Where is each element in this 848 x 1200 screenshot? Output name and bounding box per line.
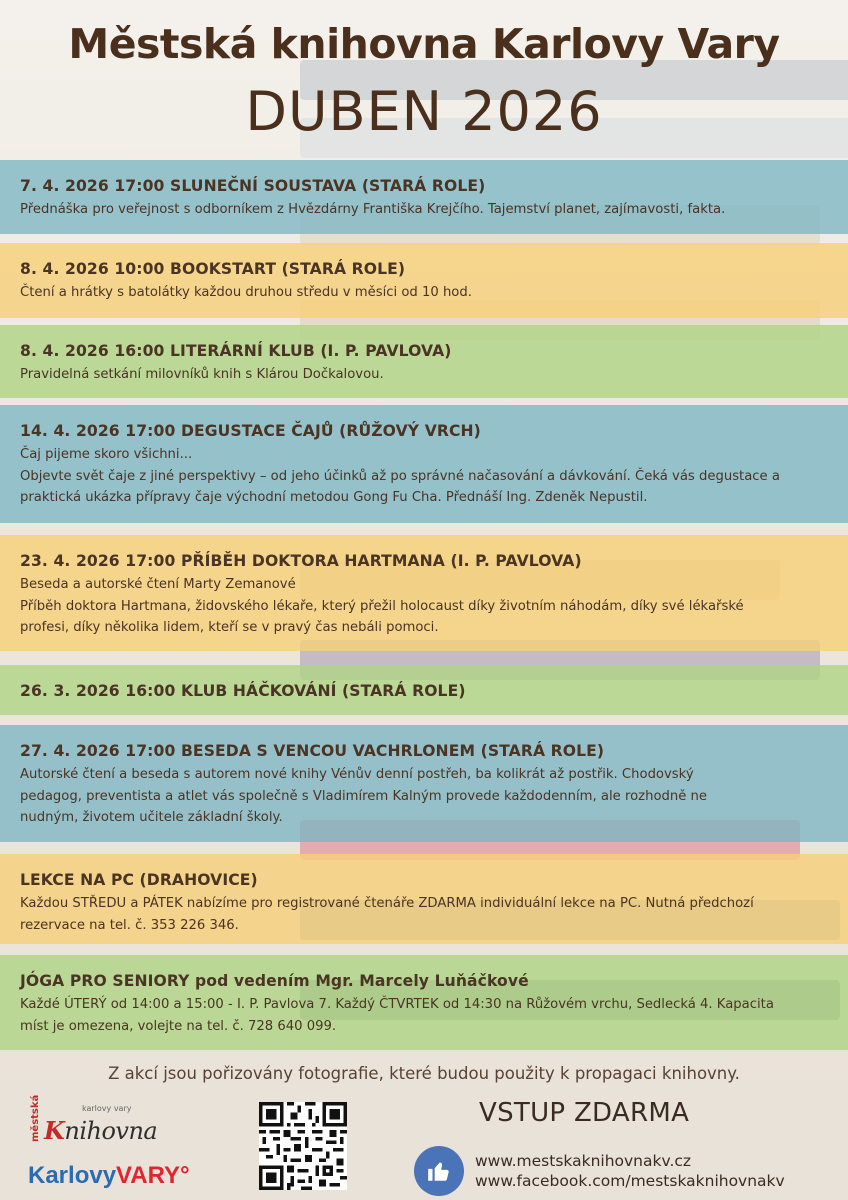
contact-links (475, 1151, 785, 1191)
event-text: pedagog, preventista a atlet vás společně s Vladimírem Kalným provede každodenním, ale rozhodně ne (20, 788, 708, 804)
event-text: Každou STŘEDU a PÁTEK nabízíme pro registrované čtenáře ZDARMA individuální lekce na PC. Nutná předchozí (20, 896, 754, 911)
poster-header (0, 0, 848, 158)
event-block (0, 535, 848, 651)
event-text: míst je omezena, volejte na tel. č. 728 640 099. (20, 1018, 337, 1034)
event-text: nudným, životem učitele základní školy. (20, 810, 283, 825)
logo-karlovy-vary-small: karlovy vary (82, 1104, 132, 1113)
event-text: rezervace na tel. č. 353 226 346. (20, 917, 239, 933)
event-title: 27. 4. 2026 17:00 BESEDA S VENCOU VACHRLONEM (STARÁ ROLE) (20, 742, 605, 760)
event-title: 23. 4. 2026 17:00 PŘÍBĚH DOKTORA HARTMANA (I. P. PAVLOVA) (20, 552, 582, 570)
event-block (0, 665, 848, 715)
karlovy-vary-logo: KarlovyVARY° (28, 1162, 190, 1189)
event-block (0, 243, 848, 318)
event-block (0, 325, 848, 398)
event-text: Beseda a autorské čtení Marty Zemanové (20, 577, 296, 592)
free-entry-label: VSTUP ZDARMA (479, 1098, 690, 1128)
event-text: Příběh doktora Hartmana, židovského lékaře, který přežil holocaust díky životním náhodám, díky své lékařské (20, 598, 744, 614)
photo-notice: Z akcí jsou pořizovány fotografie, které budou použity k propagaci knihovny. (108, 1064, 740, 1083)
event-text: Každé ÚTERÝ od 14:00 a 15:00 - I. P. Pavlova 7. Každý ČTVRTEK od 14:30 na Růžovém vrchu, Sedlecká 4. Kapacita (20, 997, 774, 1012)
event-text: Čaj pijeme skoro všichni... (20, 447, 193, 462)
event-block (0, 405, 848, 523)
logo-mestska-text: městská (30, 1094, 41, 1142)
event-block (0, 725, 848, 842)
event-title: 8. 4. 2026 10:00 BOOKSTART (STARÁ ROLE) (20, 260, 406, 278)
event-block (0, 160, 848, 234)
event-title: 14. 4. 2026 17:00 DEGUSTACE ČAJŮ (RŮŽOVÝ VRCH) (20, 422, 481, 440)
event-text: Autorské čtení a beseda s autorem nové knihy Vénův denní postřeh, ba kolikrát až postřik. Chodovský (20, 767, 694, 782)
website-link[interactable]: www.mestskaknihovnakv.cz (475, 1152, 692, 1170)
qr-code[interactable] (259, 1102, 347, 1190)
facebook-link[interactable]: www.facebook.com/mestskaknihovnakv (475, 1172, 785, 1190)
event-title: LEKCE NA PC (DRAHOVICE) (20, 871, 258, 889)
event-text: Objevte svět čaje z jiné perspektivy – od jeho účinků až po správné načasování a dávkování. Čeká vás degustace a (20, 468, 780, 484)
event-text: praktická ukázka přípravy čaje východní metodou Gong Fu Cha. Přednáší Ing. Zdeněk Nepustil. (20, 490, 648, 505)
thumbs-up-icon (426, 1158, 452, 1184)
event-text: Přednáška pro veřejnost s odborníkem z Hvězdárny Františka Krejčího. Tajemství planet, zajímavosti, fakta. (20, 202, 726, 217)
event-title: 8. 4. 2026 16:00 LITERÁRNÍ KLUB (I. P. PAVLOVA) (20, 342, 452, 360)
event-block (0, 854, 848, 944)
event-text: Pravidelná setkání milovníků knih s Klárou Dočkalovou. (20, 367, 384, 382)
event-block (0, 955, 848, 1050)
event-text: profesi, díky několika lidem, kteří se v pravý čas nebáli pomoci. (20, 620, 439, 635)
facebook-like-icon[interactable] (414, 1146, 464, 1196)
poster-month: DUBEN 2026 (245, 80, 603, 143)
poster-title: Městská knihovna Karlovy Vary (68, 20, 780, 68)
event-title: 7. 4. 2026 17:00 SLUNEČNÍ SOUSTAVA (STARÁ ROLE) (20, 177, 486, 195)
event-title: 26. 3. 2026 16:00 KLUB HÁČKOVÁNÍ (STARÁ ROLE) (20, 682, 466, 700)
event-title: JÓGA PRO SENIORY pod vedením Mgr. Marcely Luňáčkové (20, 972, 529, 990)
library-logo (30, 1094, 158, 1156)
event-text: Čtení a hrátky s batolátky každou druhou středu v měsíci od 10 hod. (20, 285, 472, 300)
logo-knihovna-text: Knihovna (44, 1116, 158, 1145)
